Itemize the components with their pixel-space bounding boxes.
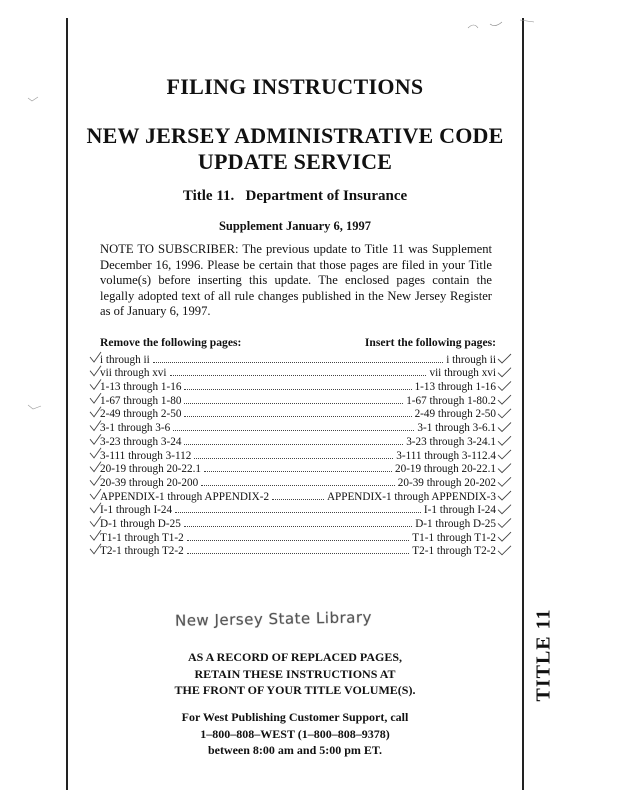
side-tab xyxy=(524,600,564,710)
insert-pages: 3-111 through 3-112.4 xyxy=(396,449,496,462)
code-title-line-1: NEW JERSEY ADMINISTRATIVE CODE xyxy=(86,123,504,148)
table-row xyxy=(100,475,496,489)
insert-pages: D-1 through D-25 xyxy=(415,517,496,530)
library-stamp: New Jersey State Library xyxy=(174,608,373,630)
side-tab-label: TITLE 11 xyxy=(532,608,555,702)
dot-leader xyxy=(184,402,403,404)
dot-leader xyxy=(272,498,324,500)
remove-pages: D-1 through D-25 xyxy=(100,517,181,530)
table-row xyxy=(100,503,496,517)
table-row xyxy=(100,379,496,393)
insert-pages: 2-49 through 2-50 xyxy=(414,408,496,421)
remove-pages: 1-67 through 1-80 xyxy=(100,394,182,407)
remove-pages: 2-49 through 2-50 xyxy=(100,408,182,421)
dot-leader xyxy=(184,388,411,390)
insert-pages: T1-1 through T1-2 xyxy=(412,531,496,544)
customer-support-info xyxy=(66,709,524,759)
support-line-2: 1–800–808–WEST (1–800–808–9378) xyxy=(200,726,390,741)
remove-pages: vii through xvi xyxy=(100,367,167,380)
support-line-1: For West Publishing Customer Support, call xyxy=(181,710,409,724)
insert-pages: vii through xvi xyxy=(429,367,496,380)
insert-header: Insert the following pages: xyxy=(364,336,496,349)
dot-leader xyxy=(153,361,444,363)
table-rows xyxy=(100,352,496,557)
table-row xyxy=(100,434,496,448)
dot-leader xyxy=(184,443,403,445)
record-instructions xyxy=(66,649,524,699)
remove-pages: i through ii xyxy=(100,353,150,366)
remove-header: Remove the following pages: xyxy=(100,336,242,349)
insert-pages: 20-39 through 20-202 xyxy=(397,476,496,489)
page-replacement-table xyxy=(100,336,496,557)
dot-leader xyxy=(194,457,393,459)
dot-leader xyxy=(187,552,410,554)
table-row xyxy=(100,366,496,380)
remove-pages: 3-1 through 3-6 xyxy=(100,422,171,435)
record-line-2: RETAIN THESE INSTRUCTIONS AT xyxy=(194,666,396,681)
insert-pages: I-1 through I-24 xyxy=(423,504,496,517)
margin-mark-1 xyxy=(28,97,38,101)
dot-leader xyxy=(184,525,412,527)
code-title-heading xyxy=(66,123,524,175)
margin-mark-2 xyxy=(28,405,41,409)
remove-pages: 20-19 through 20-22.1 xyxy=(100,463,201,476)
remove-pages: I-1 through I-24 xyxy=(100,504,173,517)
dot-leader xyxy=(201,484,395,486)
table-row xyxy=(100,420,496,434)
support-line-3: between 8:00 am and 5:00 pm ET. xyxy=(207,743,383,757)
remove-pages: 3-23 through 3-24 xyxy=(100,435,182,448)
table-row xyxy=(100,448,496,462)
insert-pages: 20-19 through 20-22.1 xyxy=(395,463,496,476)
insert-pages: i through ii xyxy=(446,353,496,366)
table-row xyxy=(100,407,496,421)
subscriber-note: NOTE TO SUBSCRIBER: The previous update to Title 11 was Supplement December 16, 1996. Please be certain that those pages are filed in your Title volume(s) before inserting this update. The enclosed pages contain the legally adopted text of all rule changes published in the New Jersey Register as of January 6, 1997. xyxy=(100,242,492,318)
remove-pages: 1-13 through 1-16 xyxy=(100,381,182,394)
table-row xyxy=(100,352,496,366)
insert-pages: 3-23 through 3-24.1 xyxy=(406,435,496,448)
dot-leader xyxy=(173,429,414,431)
remove-pages: APPENDIX-1 through APPENDIX-2 xyxy=(100,490,270,503)
table-row xyxy=(100,462,496,476)
table-row xyxy=(100,489,496,503)
insert-pages: 3-1 through 3-6.1 xyxy=(417,422,496,435)
title-department: Title 11. Department of Insurance xyxy=(182,188,408,204)
dot-leader xyxy=(184,415,411,417)
insert-pages: 1-13 through 1-16 xyxy=(414,381,496,394)
table-row xyxy=(100,393,496,407)
table-row xyxy=(100,516,496,530)
insert-pages: APPENDIX-1 through APPENDIX-3 xyxy=(326,490,496,503)
remove-pages: T2-1 through T2-2 xyxy=(100,545,184,558)
filing-instructions-heading: FILING INSTRUCTIONS xyxy=(166,74,424,99)
dot-leader xyxy=(187,539,410,541)
insert-pages: T2-1 through T2-2 xyxy=(412,545,496,558)
code-title-line-2: UPDATE SERVICE xyxy=(197,149,393,174)
insert-pages: 1-67 through 1-80.2 xyxy=(406,394,496,407)
record-line-3: THE FRONT OF YOUR TITLE VOLUME(S). xyxy=(174,683,416,697)
remove-pages: 20-39 through 20-200 xyxy=(100,476,199,489)
remove-pages: 3-111 through 3-112 xyxy=(100,449,192,462)
table-header xyxy=(100,336,496,352)
table-row xyxy=(100,544,496,558)
record-line-1: AS A RECORD OF REPLACED PAGES, xyxy=(187,650,403,664)
dot-leader xyxy=(175,511,421,513)
table-row xyxy=(100,530,496,544)
dot-leader xyxy=(204,470,392,472)
supplement-date: Supplement January 6, 1997 xyxy=(218,219,372,233)
dot-leader xyxy=(170,374,427,376)
remove-pages: T1-1 through T1-2 xyxy=(100,531,184,544)
